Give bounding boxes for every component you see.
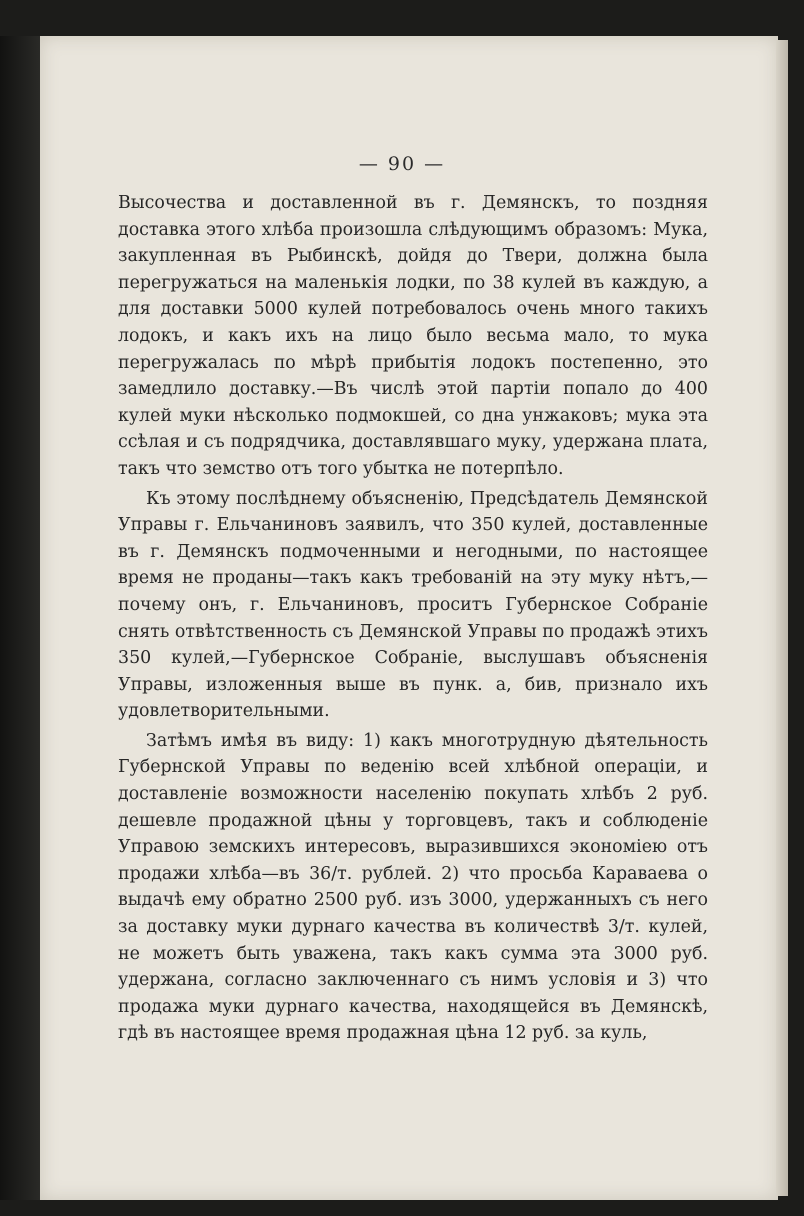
page-number: — 90 — xyxy=(358,153,446,175)
page-text xyxy=(118,190,708,1047)
page-edge xyxy=(776,40,788,1196)
paragraph-1: Высочества и доставленной въ г. Демянскъ, то поздняя доставка этого хлѣба произошла слѣдующимъ образомъ: Мука, закупленная въ Рыбинскѣ, дойдя до Твери, должна была перегружаться на маленькія лодки, по 38 кулей въ каждую, а для доставки 5000 кулей потребовалось очень много такихъ лодокъ, и какъ ихъ на лицо было весьма мало, то мука перегружалась по мѣрѣ прибытія лодокъ постепенно, это замедлило доставку.—Въ числѣ этой партіи попало до 400 кулей муки нѣсколько подмокшей, со дна унжаковъ; мука эта ссѣлая и съ подрядчика, доставлявшаго муку, удержана плата, такъ что земство отъ того убытка не потерпѣло. xyxy=(118,193,708,479)
paragraph-2: Къ этому послѣднему объясненію, Предсѣдатель Демянской Управы г. Ельчаниновъ заявилъ, что 350 кулей, доставленные въ г. Демянскъ подмоченными и негодными, по настоящее время не проданы—такъ какъ требованій на эту муку нѣтъ,—почему онъ, г. Ельчаниновъ, проситъ Губернское Собраніе снять отвѣтственность съ Демянской Управы по продажѣ этихъ 350 кулей,—Губернское Собраніе, выслушавъ объясненія Управы, изложенныя выше въ пунк. а, бив, признало ихъ удовлетворительными. xyxy=(118,488,708,722)
book-gutter xyxy=(0,36,40,1200)
paragraph-3: Затѣмъ имѣя въ виду: 1) какъ многотрудную дѣятельность Губернской Управы по веденію всей хлѣбной операціи, и доставленіе возможности населенію покупать хлѣбъ 2 руб. дешевле продажной цѣны у торговцевъ, такъ и соблюденіе Управою земскихъ интересовъ, выразившихся экономіею отъ продажи хлѣба—въ 36/т. рублей. 2) что просьба Караваева о выдачѣ ему обратно 2500 руб. изъ 3000, удержанныхъ съ него за доставку муки дурнаго качества въ количествѣ 3/т. кулей, не можетъ быть уважена, такъ какъ сумма эта 3000 руб. удержана, согласно заключеннаго съ нимъ условія и 3) что продажа муки дурнаго качества, находящейся въ Демянскѣ, гдѣ въ настоящее время продажная цѣна 12 руб. за куль, xyxy=(118,730,708,1044)
